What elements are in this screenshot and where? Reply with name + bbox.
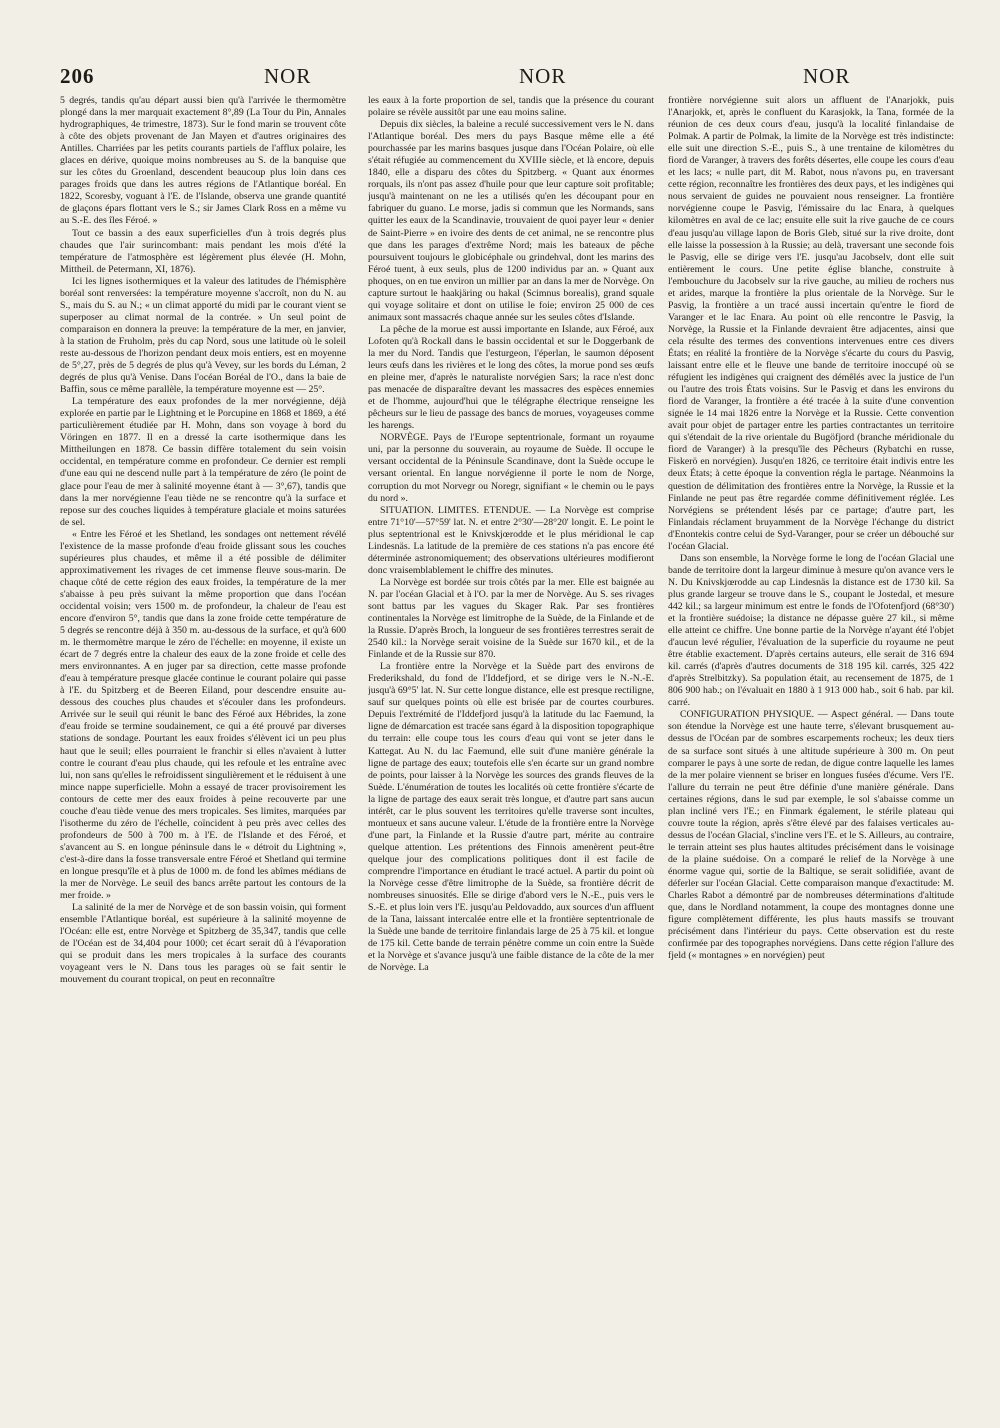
paragraph: Depuis dix siècles, la baleine a reculé successivement vers le N. dans l'Atlantique boréal. Des mers du pays Basque même elle a été pourchassée par les marins basques jusque dans l'Océan Polaire, où elle s'était réfugiée au commencement du XVIIIe siècle, et là encore, depuis 1840, elle a disparu des côtes du Spitzberg. « Quant aux énormes rorquals, ils n'ont pas assez d'huile pour que leur capture soit profitable; jusqu'à maintenant on ne les a utilisés qu'en les découpant pour en fabriquer du guano. Le morse, jadis si commun que les Normands, sans quitter les eaux de la Scandinavie, trouvaient de quoi payer leur « denier de Saint-Pierre » en ivoire des dents de cet animal, ne se rencontre plus que dans les parages d'extrême Nord; mais les bateaux de pêche poursuivent toujours le globicéphale ou grindehval, dont les marins des Féroé tuent, à eux seuls, plus de 1200 individus par an. » Quant aux phoques, on en tue environ un millier par an dans la mer de Norvège. On capture surtout le haakjäring ou hakal (Scimnus borealis), grand squale qui voyage solitaire et dont on utilise le foie; environ 25 000 de ces animaux sont massacrés chaque année sur les seules côtes d'Islande. bbox=[368, 119, 654, 323]
paragraph: 5 degrés, tandis qu'au départ aussi bien qu'à l'arrivée le thermomètre plongé dans la mer marquait exactement 8°,89 (La Tour du Pin, Annales hydrographiques, 4e trimestre, 1873). Sur le fond marin se trouvent côte à côte des objets provenant de Jan Mayen et d'autres originaires des Antilles. Charriées par les petits courants partiels de l'afflux polaire, les glaces en dérive, quoique moins nombreuses au S. de la banquise que sur les côtes du Groenland, descendent beaucoup plus loin dans ces parages froids que dans les autres régions de l'Atlantique boréal. En 1822, Scoresby, voguant à l'E. de l'Islande, observa une grande quantité de glaçons épars flottant vers le S.; sir James Clark Ross en a même vu au S.-E. des îles Féroé. » bbox=[60, 95, 346, 227]
paragraph: les eaux à la forte proportion de sel, tandis que la présence du courant polaire se révèle aussitôt par une eau moins saline. bbox=[368, 95, 654, 119]
paragraph: La pêche de la morue est aussi importante en Islande, aux Féroé, aux Lofoten qu'à Rockall dans le bassin occidental et sur le Doggerbank de la mer du Nord. Tandis que l'esturgeon, l'éperlan, le saumon déposent leurs œufs dans les rivières et le long des côtes, la morue pond ses œufs en pleine mer, d'après le naturaliste norvégien Sars; la race n'est donc pas menacée de disparaître devant les massacres des espèces ennemies et de l'homme, aujourd'hui que le télégraphe électrique renseigne les pêcheurs sur le lieu de passage des bancs de morues, voyageuses comme les harengs. bbox=[368, 323, 654, 432]
running-header bbox=[60, 64, 960, 92]
paragraph: frontière norvégienne suit alors un affluent de l'Anarjokk, puis l'Anarjokk, et, après le confluent du Karasjokk, la Tana, formée de la réunion de ces deux cours d'eau, jusqu'à la localité finlandaise de Polmak. A partir de Polmak, la limite de la Norvège est très indistincte: elle suit une direction S.-E., puis S., à une trentaine de kilomètres du fiord de Varanger, à travers des forêts désertes, elle coupe les cours d'eau et les lacs; « nulle part, dit M. Rabot, nous n'avons pu, en traversant cette région, reconnaître les frontières des deux pays, et les indigènes qui nous servaient de guides ne pouvaient nous renseigner. La frontière norvégienne coupe le Pasvig, l'émissaire du lac Enara, à quelques kilomètres en aval de ce lac; ensuite elle suit la rive gauche de ce cours d'eau jusqu'au village lapon de Boris Gleb, situé sur la rive droite, dont elle laisse la possession à la Russie; au delà, traversant une seconde fois le Pasvig, elle se dirige vers l'E. jusqu'au Jacobselv, dont elle suit entièrement le cours. Une petite église blanche, construite à l'embouchure du Jacobselv sur la rive gauche, au milieu de rochers nus et arides, marque la frontière la plus orientale de la Norvège. Sur le Pasvig, la frontière a un tracé aussi incertain qu'entre le fiord de Varanger et le lac Enara. Au point où elle rencontre le Pasvig, la Norvège, la Russie et la Finlande devraient être adjacentes, ainsi que cela résulte des termes des conventions intervenues entre ces divers États; en réalité la frontière de la Norvège s'écarte du cours du Pasvig, laissant entre elle et le fleuve une bande de territoire inoccupé où se réfugient les indigènes qui craignent des démêlés avec la justice de l'un ou l'autre des trois États voisins. Sur le Pasvig et dans les environs du fiord de Varanger, la frontière a été tracée à la suite d'une convention signée le 14 mai 1826 entre la Norvège et la Russie. Cette convention avait pour objet de partager entre les parties contractantes un territoire qui s'étendait de la rive orientale du Bugöfjord (branche méridionale du fiord de Varanger) à la presqu'île des Pêcheurs (Rybatchi en russe, Fiskerö en norvégien). Jusqu'en 1826, ce territoire était indivis entre les deux États; à cette époque la convention régla le partage. Néanmoins la question de délimitation des frontières entre la Norvège, la Russie et la Finlande ne peut pas être regardée comme définitivement réglée. Les Norvégiens se prétendent lésés par ce partage; d'autre part, les Finlandais réclament bruyamment de la Norvège l'échange du district d'Enontekis contre celui de Syd-Varanger, pour se créer un débouché sur l'océan Glacial. bbox=[668, 95, 954, 552]
entry-paragraph: NORVÈGE. Pays de l'Europe septentrionale, formant un royaume uni, par la personne du souverain, au royaume de Suède. Il occupe le versant occidental de la Péninsule Scandinave, dont la Suède occupe le versant oriental. En langue norvégienne il porte le nom de Norge, corruption du mot Norvegr ou Noregr, signifiant « le chemin ou le pays du nord ». bbox=[368, 432, 654, 504]
header-word-left: NOR bbox=[264, 64, 312, 88]
paragraph: Dans son ensemble, la Norvège forme le long de l'océan Glacial une bande de territoire dont la largeur diminue à mesure qu'on avance vers le N. Du Knivskjœrodde au cap Lindesnäs la distance est de 1730 kil. Sa plus grande largeur se trouve dans le S., coupant le Jostedal, et mesure 442 kil.; sa largeur minimum est entre le fonds de l'Ofotenfjord (68°30') et la frontière suédoise; la distance ne dépasse guère 27 kil., si même elle atteint ce chiffre. Une bonne partie de la Norvège n'ayant été l'objet d'aucun levé régulier, l'évaluation de la superficie du royaume ne peut être établie exactement. D'après certains auteurs, elle serait de 316 694 kil. carrés (d'après d'autres documents de 318 195 kil. carrés, 325 422 d'après Strelbitzky). Sa population était, au recensement de 1875, de 1 806 900 hab.; on l'évaluait en 1880 à 1 913 000 hab., soit 6 hab. par kil. carré. bbox=[668, 552, 954, 709]
text-column-2 bbox=[368, 95, 654, 1400]
paragraph: Ici les lignes isothermiques et la valeur des latitudes de l'hémisphère boréal sont renversées: la température moyenne s'accroît, non du N. au S., mais du S. au N.; « un climat apporté du midi par le courant vient se superposer au climat normal de la contrée. » Un seul point de comparaison en donnera la preuve: la température de la mer, en janvier, à la station de Fruholm, près du cap Nord, sous une latitude où le soleil reste au-dessous de l'horizon pendant deux mois entiers, est en moyenne de 5°,27, près de 5 degrés de plus qu'à Vevey, sur les bords du Léman, 2 degrés de plus qu'à Venise. Dans l'océan Boréal de l'O., dans la baie de Baffin, sous ce même parallèle, la température moyenne est — 25°. bbox=[60, 275, 346, 396]
text-column-1 bbox=[60, 95, 346, 1400]
header-word-right: NOR bbox=[803, 64, 851, 88]
paragraph: La salinité de la mer de Norvège et de son bassin voisin, qui forment ensemble l'Atlantique boréal, est supérieure à la salinité moyenne de l'Océan: elle est, entre Norvège et Spitzberg de 35,347, tandis que celle de l'Océan est de 34,404 pour 1000; cet écart serait dû à l'évaporation qui se produit dans les mers tropicales à la surface des courants voyageant vers le N. Dans tous les parages où se fait sentir le mouvement du courant tropical, on peut en reconnaître bbox=[60, 902, 346, 986]
page-number: 206 bbox=[60, 64, 95, 88]
paragraph: La Norvège est bordée sur trois côtés par la mer. Elle est baignée au N. par l'océan Glacial et à l'O. par la mer de Norvège. Au S. ses rivages sont battus par les vagues du Skager Rak. Par ses frontières continentales la Norvège est limitrophe de la Suède, de la Finlande et de la Russie. D'après Broch, la longueur de ses frontières terrestres serait de 2540 kil.: la Norvège serait voisine de la Suède sur 1670 kil., et de la Finlande et de la Russie sur 870. bbox=[368, 576, 654, 661]
paragraph: CONFIGURATION PHYSIQUE. — Aspect général. — Dans toute son étendue la Norvège est une haute terre, s'élevant brusquement au-dessus de l'Océan par de sombres escarpements rocheux; les deux tiers de sa surface sont situés à une altitude supérieure à 300 m. On peut comparer le pays à une sorte de redan, de digue contre laquelle les lames de la mer polaire viennent se briser en longues fusées d'écume. Vers l'E. l'allure du terrain ne peut être définie d'une manière générale. Dans certaines régions, dans le sud par exemple, le sol s'abaisse comme un plan incliné vers l'E.; en Finmark également, le stérile plateau qui couvre toute la région, après s'être élevé par des falaises verticales au-dessus de l'océan Glacial, s'incline vers l'E. et le S. Ailleurs, au contraire, le terrain atteint ses plus hautes altitudes précisément dans le voisinage de la plaine suédoise. On a comparé le relief de la Norvège à une énorme vague qui, sortie de la Baltique, se serait solidifiée, avant de déferler sur l'océan Glacial. Cette comparaison manque d'exactitude: M. Charles Rabot a démontré par de nombreuses déterminations d'altitude que, dans le Nordland notamment, la coupe des montagnes donne une figure complètement différente, les plus hauts massifs se trouvant précisément dans l'intérieur du pays. Cette observation est du reste confirmée par des topographes norvégiens. Dans cette région l'allure des fjeld (« montagnes » en norvégien) peut bbox=[668, 709, 954, 962]
paragraph: La température des eaux profondes de la mer norvégienne, déjà explorée en partie par le Lightning et le Porcupine en 1868 et 1869, a été particulièrement étudiée par H. Mohn, dans son voyage à bord du Vöringen en 1877. Il en a dressé la carte isothermique dans les Mittheilungen en 1878. Ce bassin diffère totalement du sein voisin occidental, en température comme en profondeur. Ce dernier est rempli d'une eau qui ne descend nulle part à la température de zéro (le point de glace pour l'eau de mer à salinité moyenne étant à — 3°,67), tandis que dans la mer norvégienne l'eau tiède ne se rencontre qu'à la surface et repose sur des couches liquides à température glaciale et moins saturées de sel. bbox=[60, 396, 346, 528]
paragraph: Tout ce bassin a des eaux superficielles d'un à trois degrés plus chaudes que l'air surincombant: mais pendant les mois d'été la température de l'atmosphère est légèrement plus élevée (H. Mohn, Mittheil. de Petermann, XI, 1876). bbox=[60, 227, 346, 275]
paragraph: « Entre les Féroé et les Shetland, les sondages ont nettement révélé l'existence de la masse profonde d'eau froide glissant sous les couches supérieures plus chaudes, et même il a été possible de délimiter approximativement les rivages de cet immense fleuve sous-marin. De chaque côté de cette région des eaux froides, la température de la mer s'abaisse à peu près suivant la même proportion que dans l'océan occidental voisin; vers 1500 m. de profondeur, la chaleur de l'eau est encore d'environ 5°, tandis que dans la zone froide cette température de 5 degrés se rencontre déjà à 350 m. au-dessous de la surface, et qu'à 600 m. le thermomètre marque le zéro de l'échelle: en moyenne, il existe un écart de 7 degrés entre la chaleur des eaux de la zone froide et celle des mers environnantes. A en juger par sa direction, cette masse profonde d'eau à température presque glacée continue le courant polaire qui passe à l'E. du Spitzberg et de Beeren Eiland, pour descendre ensuite au-dessous des couches plus chaudes et s'écouler dans les profondeurs. Arrivée sur le seuil qui réunit le banc des Féroé aux Hébrides, la zone d'eau froide se termine soudainement, ce qui a été prouvé par diverses stations de sondage. Pourtant les eaux froides s'élèvent ici un peu plus haut que le seuil; elles pourraient le franchir si elles n'avaient à lutter contre le courant d'eau plus chaude, qui les refoule et les entraîne avec lui, non sans qu'elles le refroidissent singulièrement et le réduisent à une mince nappe superficielle. Mohn a essayé de tracer provisoirement les contours de cette mer des eaux froides à peine recouverte par une couche d'eau tiède venue des mers tropicales. Ses limites, marquées par l'isotherme du zéro de l'échelle, coïncident à peu près avec celles des profondeurs de 500 à 700 m. à l'E. de l'Islande et des Féroé, et s'avancent au S. en longue péninsule dans le « détroit du Lightning », c'est-à-dire dans la fosse transversale entre Féroé et Shetland qui termine en longue presqu'île et à plus de 1000 m. de fond les abîmes médians de la mer de Norvège. Le seuil des bancs arrête partout les contours de la mer froide. » bbox=[60, 528, 346, 902]
paragraph: SITUATION. LIMITES. ETENDUE. — La Norvège est comprise entre 71°10'—57°59' lat. N. et entre 2°30'—28°20' longit. E. Le point le plus septentrional est le Knivskjœrodde et le plus méridional le cap Lindesnäs. La latitude de la première de ces stations n'a pas encore été déterminée astronomiquement; des observations ultérieures modifieront donc vraisemblablement le chiffre des minutes. bbox=[368, 504, 654, 576]
header-word-center: NOR bbox=[519, 64, 567, 88]
text-column-3 bbox=[668, 95, 954, 1400]
paragraph: La frontière entre la Norvège et la Suède part des environs de Frederikshald, du fond de l'Iddefjord, et se dirige vers le N.-N.-E. jusqu'à 69°5' lat. N. Sur cette longue distance, elle est presque rectiligne, sauf sur quelques points où elle est brisée par de courtes courbures. Depuis l'extrémité de l'Iddefjord jusqu'à la latitude du lac Faemund, la ligne de démarcation est tracée sans égard à la disposition topographique du terrain: elle coupe tous les cours d'eau qui vont se jeter dans le Kattegat. Au N. du lac Faemund, elle suit d'une manière générale la ligne de partage des eaux; toutefois elle s'en écarte sur un grand nombre de points, pour laisser à la Norvège les sources des grands fleuves de la Suède. L'énumération de toutes les localités où cette frontière s'écarte de la ligne de partage des eaux serait très longue, et d'autre part sans aucun intérêt, car le plus souvent les territoires qu'elle traverse sont incultes, montueux et sans aucune valeur. L'étude de la frontière entre la Norvège d'une part, la Finlande et la Russie d'autre part, mérite au contraire quelque attention. Les prétentions des Finnois amenèrent peut-être quelque jour des complications politiques dont il est facile de comprendre l'importance en étudiant le tracé actuel. A partir du point où la Norvège cesse d'être limitrophe de la Suède, sa frontière décrit de nombreuses sinuosités. Elle se dirige d'abord vers le N.-E., puis vers le S.-E. et plus loin vers l'E. jusqu'au Peldovaddo, aux sources d'un affluent de la Tana, laissant intercalée entre elle et la frontière septentrionale de la Suède une bande de territoire finlandais large de 25 à 75 kil. et longue de 175 kil. Cette bande de terrain pénètre comme un coin entre la Suède et la Norvège et s'avance jusqu'à une faible distance de la côte de la mer de Norvège. La bbox=[368, 661, 654, 974]
